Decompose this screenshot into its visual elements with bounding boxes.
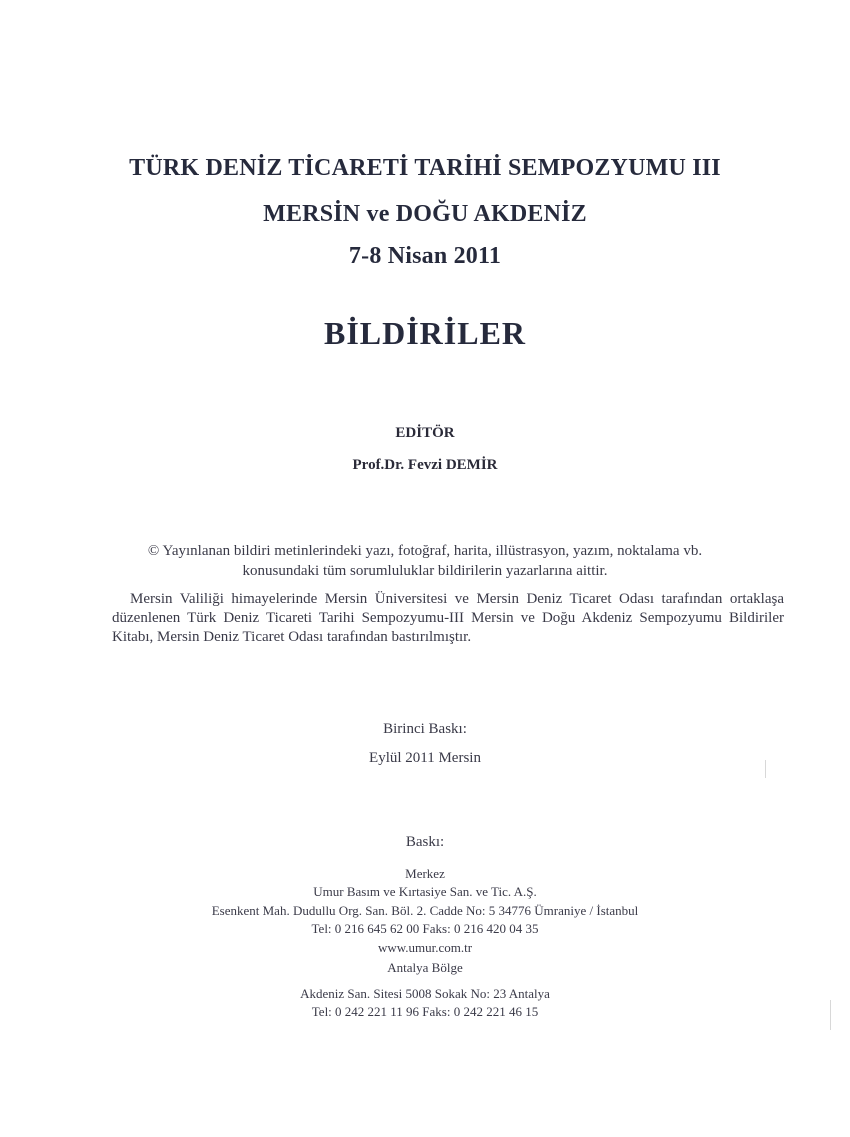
symposium-title: TÜRK DENİZ TİCARETİ TARİHİ SEMPOZYUMU III bbox=[129, 155, 721, 181]
printing-line-company: Umur Basım ve Kırtasiye San. ve Tic. A.Ş. bbox=[313, 884, 537, 899]
printing-line-address: Esenkent Mah. Dudullu Org. San. Böl. 2. Cadde No: 5 34776 Ümraniye / İstanbul bbox=[211, 903, 639, 918]
printing-line-phone: Tel: 0 216 645 62 00 Faks: 0 216 420 04 35 bbox=[311, 921, 539, 936]
edition-label: Birinci Baskı: bbox=[383, 721, 467, 737]
book-title: BİLDİRİLER bbox=[323, 315, 527, 351]
printing-line-headquarters: Merkez bbox=[405, 866, 445, 881]
symposium-date: 7-8 Nisan 2011 bbox=[348, 243, 502, 269]
printing-label: Baskı: bbox=[405, 834, 445, 850]
edition-date: Eylül 2011 Mersin bbox=[369, 750, 481, 766]
copyright-line-2: konusundaki tüm sorumluluklar bildirilerin yazarlarına aittir. bbox=[242, 563, 608, 579]
editor-name: Prof.Dr. Fevzi DEMİR bbox=[352, 457, 498, 473]
copyright-line-1: © Yayınlanan bildiri metinlerindeki yazı, fotoğraf, harita, illüstrasyon, yazım, noktalama vb. bbox=[147, 543, 703, 559]
printing-line-region-phone: Tel: 0 242 221 11 96 Faks: 0 242 221 46 15 bbox=[311, 1004, 539, 1019]
scan-mark bbox=[765, 760, 766, 778]
symposium-subtitle: MERSİN ve DOĞU AKDENİZ bbox=[263, 201, 587, 227]
printing-line-website: www.umur.com.tr bbox=[377, 940, 473, 955]
printing-line-region-address: Akdeniz San. Sitesi 5008 Sokak No: 23 Antalya bbox=[300, 986, 550, 1001]
editor-label: EDİTÖR bbox=[395, 425, 455, 441]
publication-description-text: Mersin Valiliği himayelerinde Mersin Üniversitesi ve Mersin Deniz Ticaret Odası tarafından ortaklaşa düzenlenen Türk Deniz Ticareti Tarihi Sempozyumu-III Mersin ve Doğu Akdeniz Sempozyumu Bildiriler Kitabı, Mersin Deniz Ticaret Odası tarafından bastırılmıştır. bbox=[112, 591, 784, 645]
printing-line-region: Antalya Bölge bbox=[387, 960, 463, 975]
publication-description bbox=[112, 590, 784, 647]
scan-mark bbox=[830, 1000, 831, 1030]
